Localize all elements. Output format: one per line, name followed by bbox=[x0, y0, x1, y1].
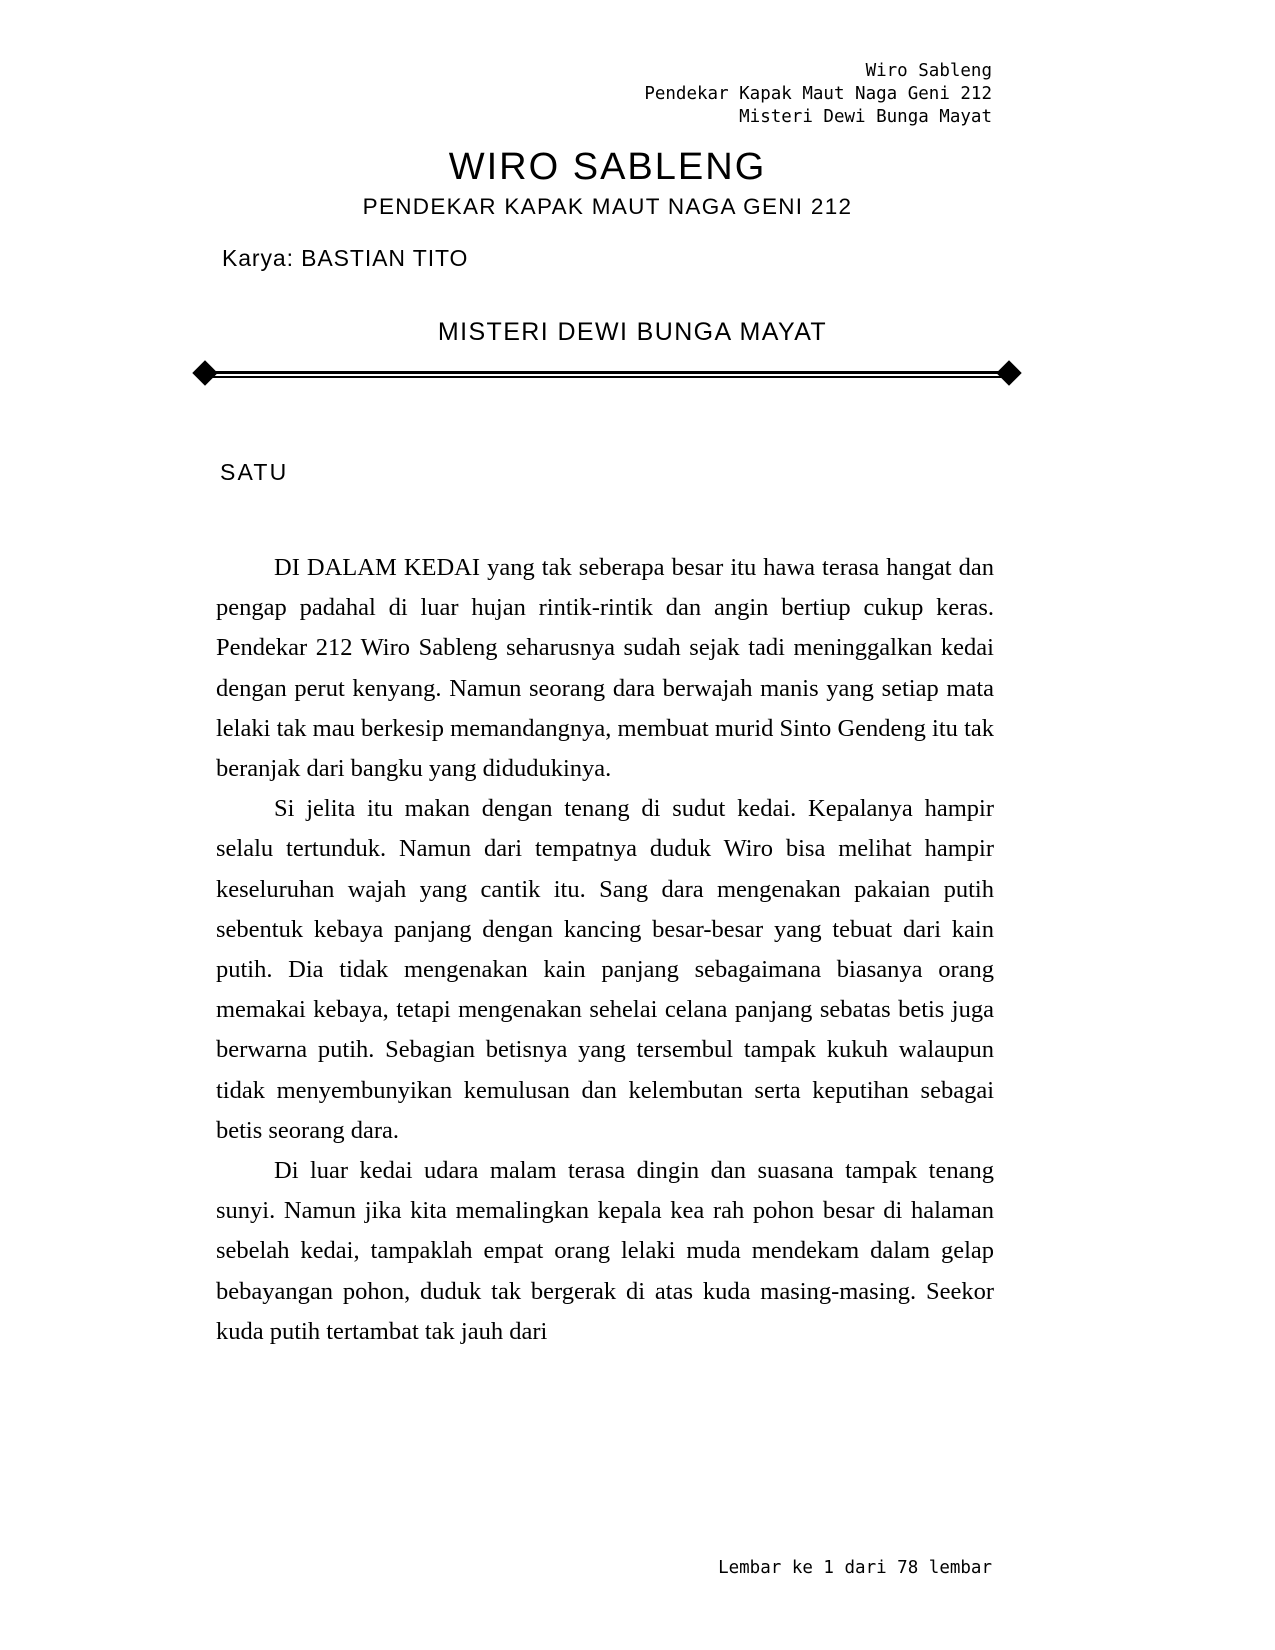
running-header bbox=[200, 60, 992, 129]
running-footer: Lembar ke 1 dari 78 lembar bbox=[718, 1558, 992, 1578]
diamond-icon-right bbox=[996, 360, 1021, 385]
chapter-heading: SATU bbox=[220, 459, 289, 485]
book-subtitle: PENDEKAR KAPAK MAUT NAGA GENI 212 bbox=[362, 194, 853, 219]
decorative-divider bbox=[196, 362, 1018, 386]
body-text bbox=[216, 548, 994, 1352]
divider-bar-thin bbox=[208, 376, 1006, 378]
body-paragraph: Si jelita itu makan dengan tenang di sudut kedai. Kepalanya hampir selalu tertunduk. Namun dari tempatnya duduk Wiro bisa melihat hampir keseluruhan wajah yang cantik itu. Sang dara mengenakan pakaian putih sebentuk kebaya panjang dengan kancing besar-besar yang tebuat dari kain putih. Dia tidak mengenakan kain panjang sebagaimana biasanya orang memakai kebaya, tetapi mengenakan sehelai celana panjang sebatas betis juga berwarna putih. Sebagian betisnya yang tersembul tampak kukuh walaupun tidak menyembunyikan kemulusan dan kelembutan serta keputihan sebagai betis seorang dara. bbox=[216, 795, 994, 1144]
book-title: WIRO SABLENG bbox=[448, 146, 767, 188]
episode-title: MISTERI DEWI BUNGA MAYAT bbox=[437, 318, 828, 346]
title-block bbox=[200, 145, 1015, 222]
divider-bar bbox=[208, 371, 1006, 374]
header-line-2: Pendekar Kapak Maut Naga Geni 212 bbox=[644, 84, 992, 104]
author-line: Karya: BASTIAN TITO bbox=[222, 245, 469, 271]
header-line-3: Misteri Dewi Bunga Mayat bbox=[739, 107, 992, 127]
header-line-1: Wiro Sableng bbox=[865, 61, 992, 81]
body-paragraph: DI DALAM KEDAI yang tak seberapa besar itu hawa terasa hangat dan pengap padahal di luar hujan rintik-rintik dan angin bertiup cukup keras. Pendekar 212 Wiro Sableng seharusnya sudah sejak tadi meninggalkan kedai dengan perut kenyang. Namun seorang dara berwajah manis yang setiap mata lelaki tak mau berkesip memandangnya, membuat murid Sinto Gendeng itu tak beranjak dari bangku yang didudukinya. bbox=[216, 554, 994, 783]
body-paragraph: Di luar kedai udara malam terasa dingin dan suasana tampak tenang sunyi. Namun jika kita memalingkan kepala kea rah pohon besar di halaman sebelah kedai, tampaklah empat orang lelaki muda mendekam dalam gelap bebayangan pohon, duduk tak bergerak di atas kuda masing-masing. Seekor kuda putih tertambat tak jauh dari bbox=[216, 1157, 994, 1345]
